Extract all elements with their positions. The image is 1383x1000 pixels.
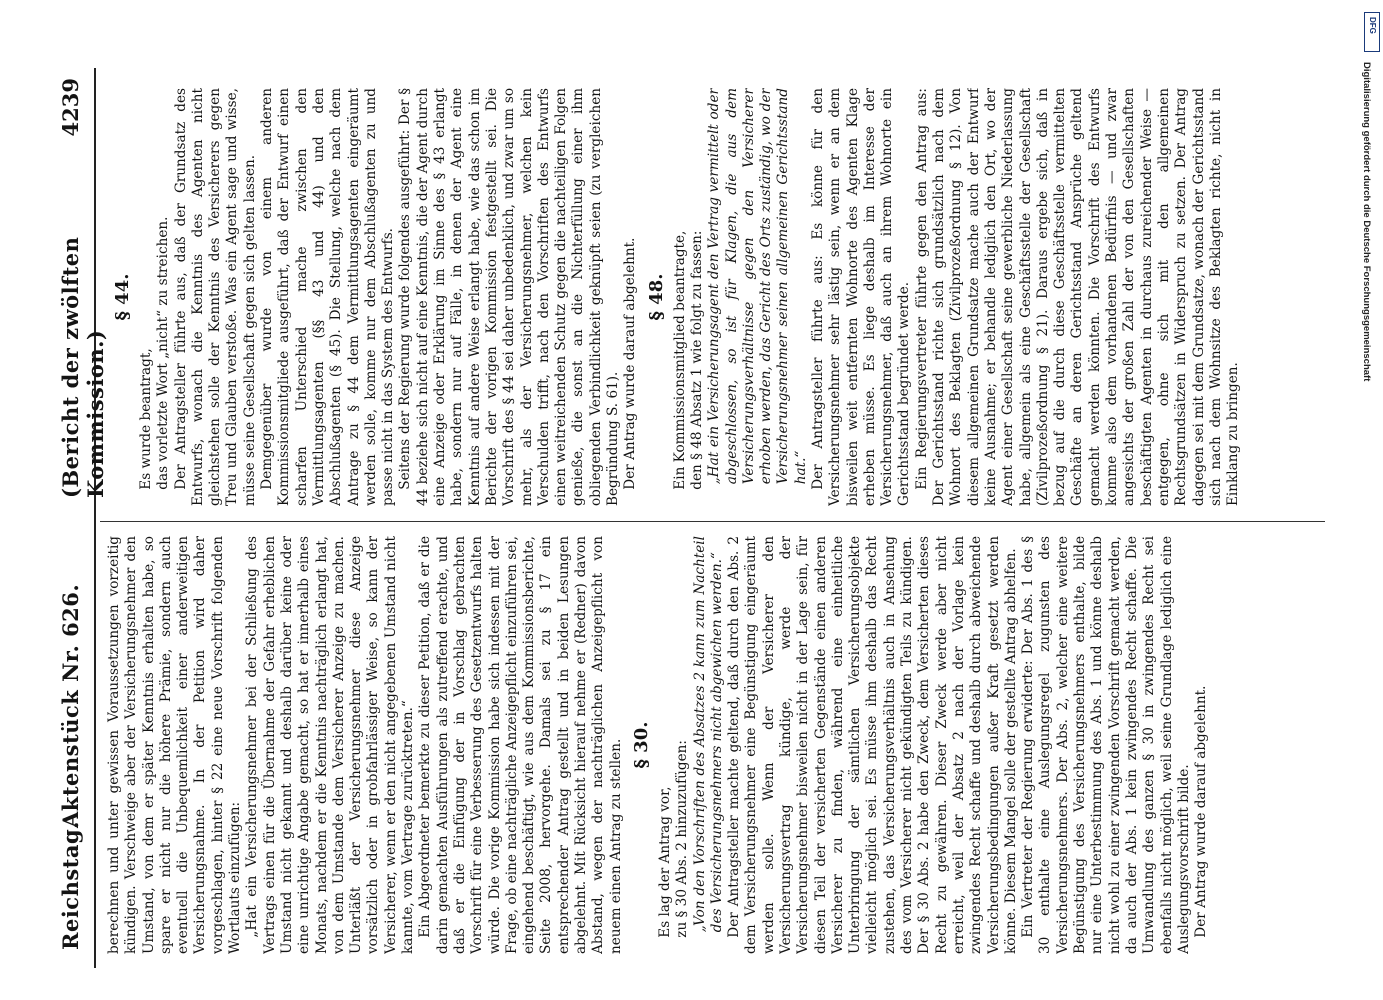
- paragraph: berechnen und unter gewissen Voraussetzungen vorzeitig kündigen. Verschweige aber der Versicherungsnehmer den Umstand, von dem er später Kenntnis erhalten habe, so spare er nicht nur die höhere Prämie, sondern auch eventuell die Unbequemlichkeit einer anderweitigen Versicherungsnahme. In der Petition wird daher vorgeschlagen, hinter § 22 eine neue Vorschrift folgenden Wortlauts einzufügen:: [106, 536, 244, 954]
- section-44-intro2: das vorletzte Wort „nicht“ zu streichen.: [155, 216, 172, 490]
- scanned-document-page: [50, 68, 1340, 968]
- section-30-title: § 30.: [630, 721, 652, 769]
- section-48-title: § 48.: [645, 273, 667, 321]
- paragraph: Ein Vertreter der Regierung erwiderte: Der Abs. 1 des § 30 enthalte eine Auslegungsregel zugunsten des Versicherungsnehmers. Der Abs. 2, welcher eine weitere Begünstigung des Versicherungsnehmers enthalte, bilde nur eine Unterbestimmung des Abs. 1 und könne deshalb nicht wohl zu einer zwingenden Vorschrift gemacht werden, da auch der Abs. 1 kein zwingendes Recht schaffe. Die Umwandlung des ganzen § 30 in zwingendes Recht sei ebenfalls nicht möglich, weil seine Grundlage lediglich eine Auslegungsvorschrift bilde.: [1020, 536, 1192, 954]
- section-44-intro: Es wurde beantragt,: [138, 348, 154, 490]
- section-48-intro: Ein Kommissionsmitglied beantragte,: [671, 230, 688, 490]
- paragraph: Ein Regierungsvertreter führte gegen den Antrag aus: Der Gerichtsstand richte sich grundsätzlich nach dem Wohnort des Beklagten (Zivilprozeßordnung § 12). Von diesem allgemeinen Grundsatze mache auch der Entwurf keine Ausnahme; er behandle lediglich den Ort, wo der Agent einer Gesellschaft seine gewerbliche Niederlassung habe, allgemein als eine Geschäftsstelle der Gesellschaft (Zivilprozeßordnung § 21). Daraus ergebe sich, daß in bezug auf die durch diese Geschäftsstelle vermittelten Geschäfte an deren Gerichtsstand Ansprüche geltend gemacht werden könnten. Die Vorschrift des Entwurfs komme also dem vorhandenen Bedürfnis — und zwar angesichts der großen Zahl der von den Gesellschaften beschäftigten Agenten in durchaus zureichender Weise — entgegen, ohne sich mit den allgemeinen Rechtsgrundsätzen in Widerspruch zu setzen. Der Antrag dagegen sei mit dem Grundsatze, wonach der Gerichtsstand sich nach dem Wohnsitze des Beklagten richte, nicht in Einklang zu bringen.: [913, 88, 1242, 506]
- right-column: [106, 88, 1321, 506]
- section-30-intro2: zu § 30 Abs. 2 hinzuzufügen:: [674, 740, 691, 938]
- page-header: [50, 68, 108, 968]
- paragraph: Der Antragsteller führte aus, daß der Grundsatz des Entwurfs, wonach die Kenntnis des Agenten nicht gleichstehen solle der Kenntnis des Versicherers gegen Treu und Glauben verstoße. Was ein Agent sage und wisse, müsse seine Gesellschaft gegen sich gelten lassen.: [172, 88, 258, 506]
- paragraph: Demgegenüber wurde von einem anderen Kommissionsmitgliede ausgeführt, daß der Entwurf einen scharfen Unterschied mache zwischen den Vermittlungsagenten (§§ 43 und 44) und den Abschlußagenten (§ 45). Die Stellung, welche nach dem Antrage zu § 44 dem Vermittlungsagenten eingeräumt werden solle, komme nur dem Abschlußagenten zu und passe nicht in das System des Entwurfs.: [259, 88, 397, 506]
- paragraph: Der Antragsteller führte aus: Es könne für den Versicherungsnehmer sehr lästig sein, wenn er an dem bisweilen weit entfernten Wohnorte des Agenten Klage erheben müsse. Es liege deshalb im Interesse der Versicherungsnehmer, daß auch an ihrem Wohnorte ein Gerichtsstand begründet werde.: [809, 88, 913, 506]
- column-divider: [100, 521, 1325, 522]
- section-30-quote: „Von den Vorschriften des Absatzes 2 kann zum Nachteil des Versicherungsnehmers nicht abgewichen werden.“: [691, 536, 725, 933]
- section-48-intro2: den § 48 Absatz 1 wie folgt zu fassen:: [688, 230, 705, 490]
- digitization-credit-sidebar: [1356, 10, 1378, 990]
- section-48-quote: „Hat ein Versicherungsagent den Vertrag vermittelt oder abgeschlossen, so ist für Klagen, die aus dem Versicherungsverhältnisse gegen den Versicherer erhoben werden, das Gericht des Orts zuständig, wo der Versicherungsnehmer seinen allgemeinen Gerichtsstand hat.“: [706, 88, 809, 485]
- section-44-title: § 44.: [112, 273, 133, 321]
- digitization-credit: Digitalisierung gefördert durch die Deutsche Forschungsgemeinschaft: [1361, 62, 1372, 382]
- paragraph: Seitens der Regierung wurde folgendes ausgeführt: Der § 44 beziehe sich nicht auf eine Kenntnis, die der Agent durch eine Anzeige oder Erklärung im Sinne des § 43 erlangt habe, sondern nur auf Fälle, in denen der Agent eine Kenntnis auf andere Weise erlangt habe, wie das schon im Berichte der vorigen Kommission festgestellt sei. Die Vorschrift des § 44 sei daher unbedenklich, und zwar um so mehr, als der Versicherungsnehmer, welchen kein Verschulden trifft, nach den Vorschriften des Entwurfs einen weitreichenden Schutz gegen die nachteiligen Folgen genieße, die sonst an die Nichterfüllung einer ihm obliegenden Verbindlichkeit geknüpft seien (zu vergleichen Begründung S. 61).: [397, 88, 622, 506]
- left-column: [106, 536, 1321, 954]
- paragraph: Der Antrag wurde darauf abgelehnt.: [1193, 685, 1210, 938]
- paragraph: Ein Abgeordneter bemerkte zu dieser Petition, daß er die darin gemachten Ausführungen als zutreffend erachte, und daß er die Einfügung der in Vorschlag gebrachten Vorschrift für eine Verbesserung des Gesetzentwurfs halten würde. Die vorige Kommission habe sich indessen mit der Frage, ob eine nachträgliche Anzeigepflicht einzuführen sei, eingehend beschäftigt, wie aus dem Kommissionsberichte, Seite 2008, hervorgehe. Damals sei zu § 17 ein entsprechender Antrag gestellt und in beiden Lesungen abgelehnt. Mit Rücksicht hierauf nehme er (Redner) davon Abstand, wegen der nachträglichen Anzeigepflicht von neuem einen Antrag zu stellen.: [417, 536, 624, 954]
- petition-quote: „Hat ein Versicherungsnehmer bei der Schließung des Vertrags einen für die Übernahme der Gefahr erheblichen Umstand nicht gekannt und deshalb darüber keine oder eine unrichtige Angabe gemacht, so hat er innerhalb eines Monats, nachdem er die Kenntnis nachträglich erlangt hat, von dem Umstande dem Versicherer Anzeige zu machen. Unterläßt der Versicherungsnehmer diese Anzeige vorsätzlich oder in grobfahrlässiger Weise, so kann der Versicherer, wenn er den nicht angegebenen Umstand nicht kannte, vom Vertrage zurücktreten.“: [244, 536, 417, 954]
- section-30-intro: Es lag der Antrag vor,: [656, 786, 673, 938]
- dfg-logo-text: DFG: [1368, 17, 1377, 34]
- header-aktenstueck: Aktenstück Nr. 626.: [58, 583, 83, 828]
- header-report-title: (Bericht der zwölften Kommission.): [58, 236, 108, 498]
- header-reichstag: Reichstag.: [58, 821, 83, 950]
- page-number: 4239: [58, 78, 83, 137]
- paragraph: Der Antragsteller machte geltend, daß durch den Abs. 2 dem Versicherungsnehmer eine Begünstigung eingeräumt werden solle. Wenn der Versicherer den Versicherungsvertrag kündige, werde der Versicherungsnehmer bisweilen nicht in der Lage sein, für diesen Teil der versicherten Gegenstände einen anderen Versicherer zu finden, während eine einheitliche Unterbringung der sämtlichen Versicherungsobjekte vielleicht möglich sei. Es müsse ihm deshalb das Recht zustehen, das Versicherungsverhältnis auch in Ansehung des vom Versicherer nicht gekündigten Teils zu kündigen. Der § 30 Abs. 2 habe den Zweck, dem Versicherten dieses Recht zu gewähren. Dieser Zweck werde aber nicht erreicht, weil der Absatz 2 nach der Vorlage kein zwingendes Recht schaffe und deshalb durch abweichende Versicherungsbedingungen außer Kraft gesetzt werden könne. Diesem Mangel solle der gestellte Antrag abhelfen.: [726, 536, 1019, 954]
- paragraph: Der Antrag wurde darauf abgelehnt.: [622, 237, 639, 490]
